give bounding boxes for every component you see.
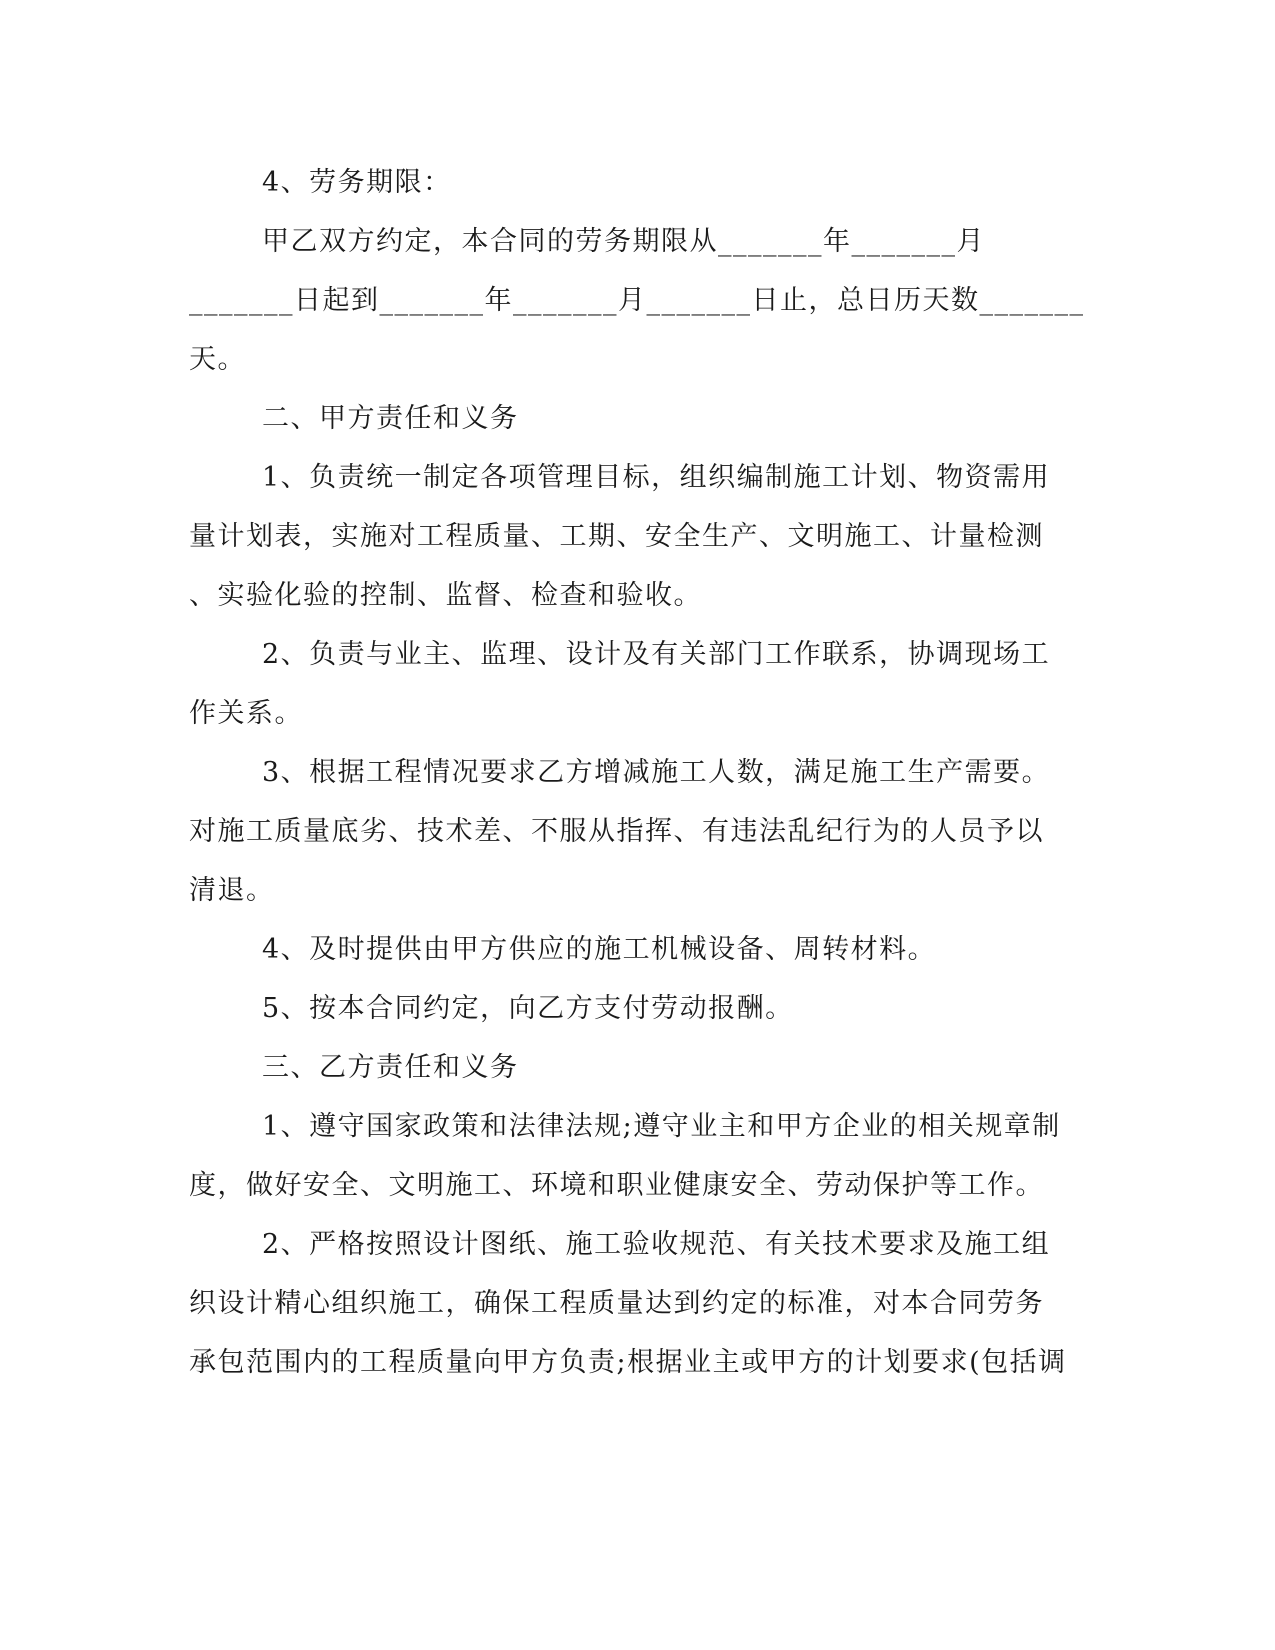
paragraph-line: 量计划表，实施对工程质量、工期、安全生产、文明施工、计量检测 [189,521,1044,552]
paragraph-line: 2、负责与业主、监理、设计及有关部门工作联系，协调现场工 [262,639,1051,670]
paragraph-line: 清退。 [189,875,275,906]
paragraph-line: 天。 [189,344,246,375]
paragraph-line: 3、根据工程情况要求乙方增减施工人数，满足施工生产需要。 [262,757,1051,788]
section-heading-party-a: 二、甲方责任和义务 [262,403,519,434]
paragraph-line: 作关系。 [189,698,303,729]
paragraph-line: 承包范围内的工程质量向甲方负责;根据业主或甲方的计划要求(包括调 [189,1347,1067,1378]
paragraph-line: 甲乙双方约定，本合同的劳务期限从_______年_______月 [262,226,985,257]
clause-heading-labor-term: 4、劳务期限： [262,167,452,198]
paragraph-line: 度，做好安全、文明施工、环境和职业健康安全、劳动保护等工作。 [189,1170,1044,1201]
paragraph-line: 、实验化验的控制、监督、检查和验收。 [189,580,702,611]
paragraph-line: 4、及时提供由甲方供应的施工机械设备、周转材料。 [262,934,937,965]
paragraph-line: 2、严格按照设计图纸、施工验收规范、有关技术要求及施工组 [262,1229,1051,1260]
section-heading-party-b: 三、乙方责任和义务 [262,1052,519,1083]
paragraph-line: 1、遵守国家政策和法律法规;遵守业主和甲方企业的相关规章制 [262,1111,1061,1142]
paragraph-line: 5、按本合同约定，向乙方支付劳动报酬。 [262,993,794,1024]
paragraph-line: 织设计精心组织施工，确保工程质量达到约定的标准，对本合同劳务 [189,1288,1044,1319]
paragraph-line: 对施工质量底劣、技术差、不服从指挥、有违法乱纪行为的人员予以 [189,816,1044,847]
paragraph-line: _______日起到_______年_______月_______日止，总日历天数_______ [189,285,1085,316]
paragraph-line: 1、负责统一制定各项管理目标，组织编制施工计划、物资需用 [262,462,1051,493]
